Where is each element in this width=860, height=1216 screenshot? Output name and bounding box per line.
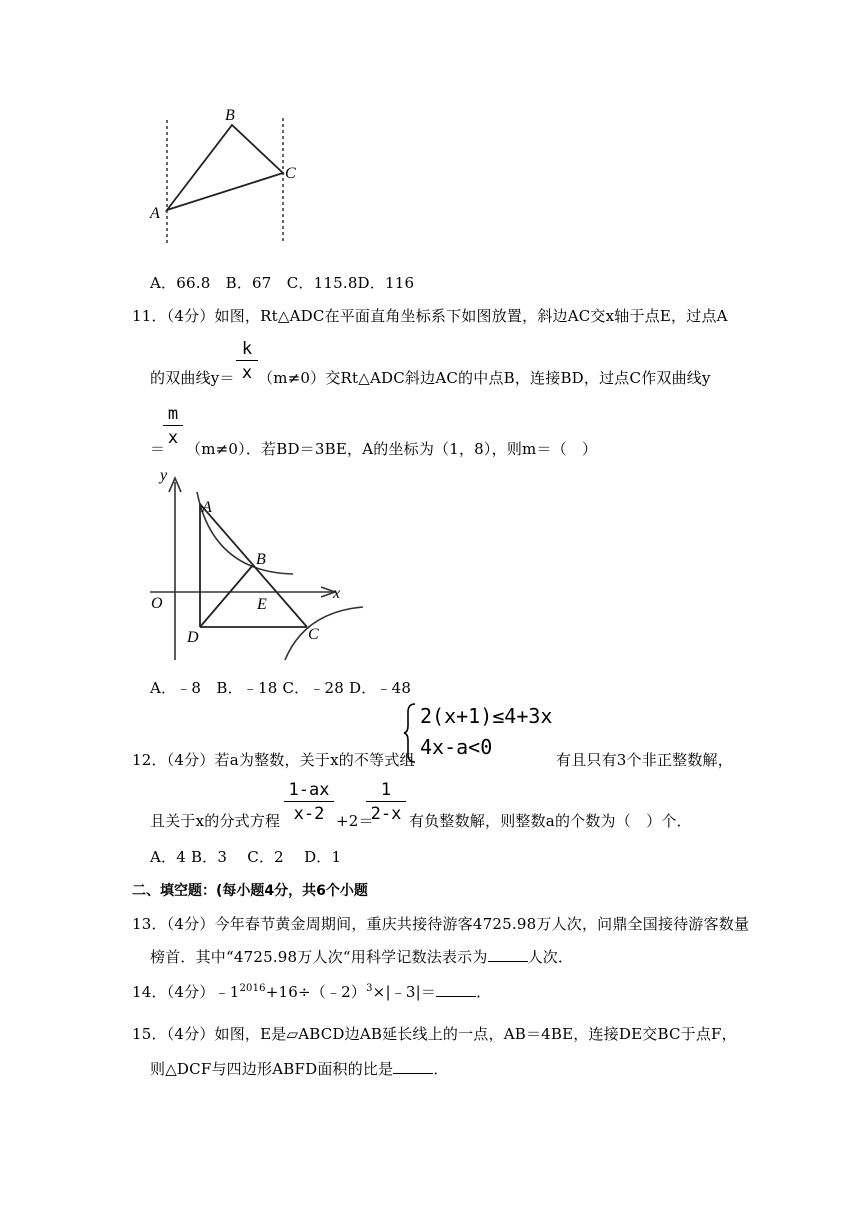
q11-coordinate-figure — [145, 462, 370, 667]
q12-options: A．4 B．3 C．2 D．1 — [150, 848, 342, 866]
q11-line2-a: 的双曲线y＝ — [150, 369, 235, 387]
label-e: E — [257, 596, 267, 613]
label-d: D — [187, 629, 199, 646]
q11-line3-b: （m≠0）．若BD＝3BE，A的坐标为（1，8），则m＝（ ） — [186, 440, 598, 458]
label-y: y — [160, 467, 168, 484]
label-a: A — [150, 205, 160, 222]
q12-fraction-1: 1-ax x-2 — [284, 780, 334, 824]
label-a: A — [202, 499, 212, 516]
q11-fraction-m-over-x: m x — [163, 404, 183, 448]
answer-blank — [436, 984, 476, 997]
q12-line2-c: 有负整数解，则整数a的个数为（ ）个． — [409, 812, 692, 830]
triangle-abc — [167, 125, 283, 210]
q12-line2-a: 且关于x的分式方程 — [150, 812, 281, 830]
label-x: x — [333, 585, 341, 602]
q11-line2-b: （m≠0）交Rt△ADC斜边AC的中点B，连接BD，过点C作双曲线y — [258, 369, 711, 387]
answer-blank — [488, 949, 528, 962]
q13-line1: 13．（4分）今年春节黄金周期间，重庆共接待游客4725.98万人次，问鼎全国接待游客数量 — [132, 915, 750, 933]
answer-blank — [393, 1061, 433, 1074]
q12-line1-a: 12．（4分）若a为整数，关于x的不等式组 — [132, 751, 415, 769]
q11-line3-a: ＝ — [150, 440, 166, 458]
q14-line: 14．（4分）$﹣1^{2016}+16\div(﹣2)^3\times|﹣3|=$ ． — [132, 983, 492, 1001]
q11-options: A．﹣8 B．﹣18 C．﹣28 D．﹣48 — [150, 679, 412, 697]
q10-options: A．66.8 B．67 C．115.8D．116 — [150, 274, 415, 292]
q10-triangle-figure — [140, 100, 310, 250]
q12-fraction-2: 1 2-x — [366, 780, 406, 824]
q15-line2: 则△DCF与四边形ABFD面积的比是 ． — [150, 1060, 449, 1078]
q13-line2: 榜首．其中“4725.98万人次“用科学记数法表示为 人次． — [150, 948, 574, 966]
label-b: B — [225, 107, 235, 124]
q12-inequality-2: 4x-a<0 — [420, 735, 493, 759]
q15-line1: 15．（4分）如图，E是▱ABCD边AB延长线上的一点，AB＝4BE，连接DE交BC于点F， — [132, 1025, 737, 1043]
label-c: C — [308, 626, 319, 643]
section-2-heading: 二、填空题：(每小题4分，共6个小题 — [132, 883, 368, 899]
q11-line1: 11．（4分）如图，Rt△ADC在平面直角坐标系下如图放置，斜边AC交x轴于点E，过点A — [132, 307, 728, 325]
label-b: B — [256, 551, 266, 568]
label-c: C — [285, 165, 296, 182]
q12-inequality-1: 2(x+1)≤4+3x — [420, 704, 553, 728]
q12-line2-b: +2＝ — [336, 812, 374, 830]
q11-fraction-k-over-x: k x — [236, 339, 258, 383]
label-o: O — [151, 595, 163, 612]
q12-line1-b: 有且只有3个非正整数解， — [556, 751, 733, 769]
segment-bd — [200, 565, 253, 627]
